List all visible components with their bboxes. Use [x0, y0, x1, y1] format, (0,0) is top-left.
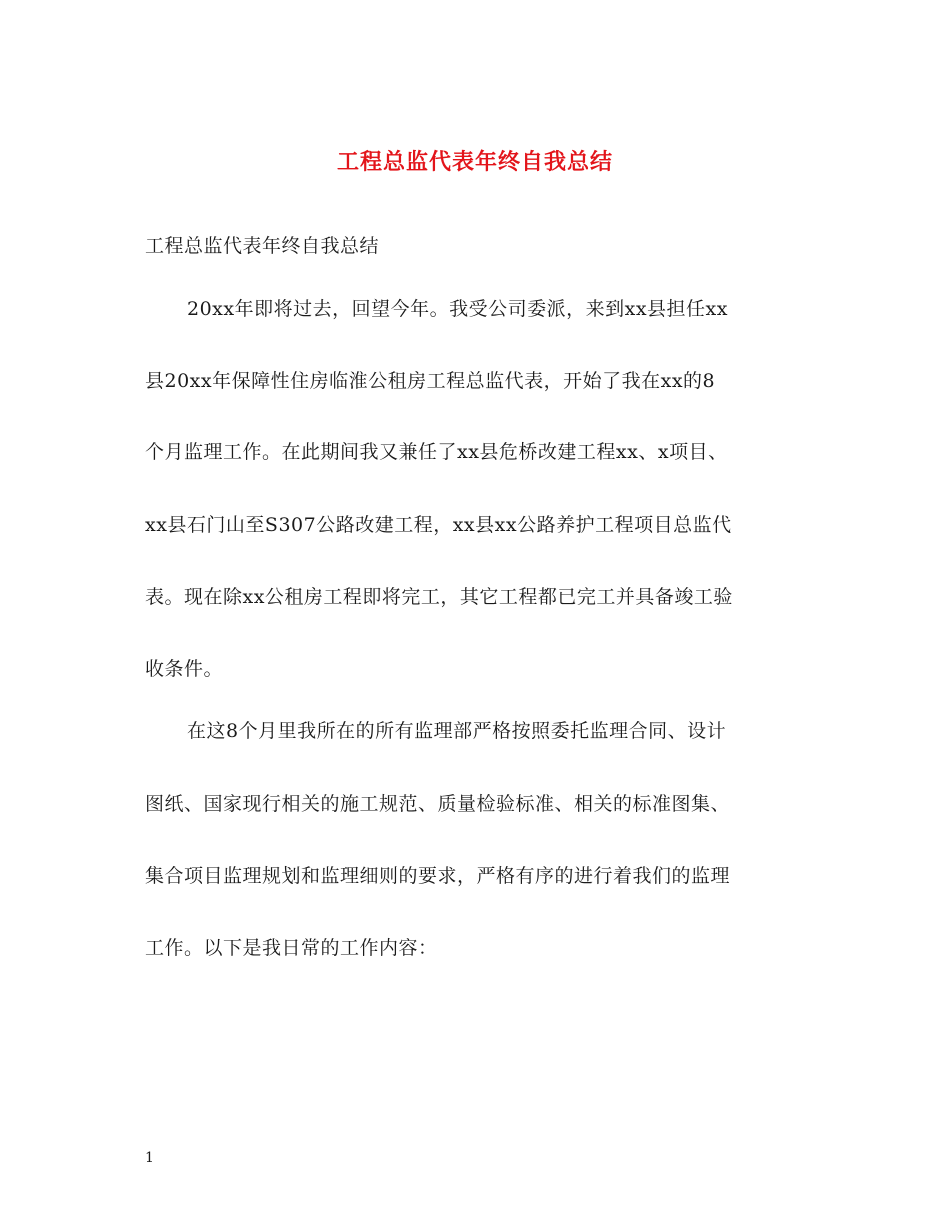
paragraph-line: 个月监理工作。在此期间我又兼任了xx县危桥改建工程xx、x项目、 [145, 441, 728, 463]
paragraph-line: 20xx年即将过去，回望今年。我受公司委派，来到xx县担任xx [187, 298, 728, 320]
document-title: 工程总监代表年终自我总结 [336, 149, 613, 175]
paragraph-line: xx县石门山至S307公路改建工程，xx县xx公路养护工程项目总监代 [145, 514, 732, 536]
paragraph-line: 表。现在除xx公租房工程即将完工，其它工程都已完工并具备竣工验 [145, 586, 733, 608]
paragraph-line: 在这8个月里我所在的所有监理部严格按照委托监理合同、设计 [187, 720, 727, 742]
paragraph-line: 县20xx年保障性住房临淮公租房工程总监代表，开始了我在xx的8 [145, 370, 716, 392]
paragraph-line: 图纸、国家现行相关的施工规范、质量检验标准、相关的标准图集、 [145, 793, 731, 815]
paragraph-line: 收条件。 [145, 658, 224, 680]
paragraph-line: 工作。以下是我日常的工作内容： [145, 937, 438, 959]
document-subtitle: 工程总监代表年终自我总结 [145, 235, 380, 257]
paragraph-line: 集合项目监理规划和监理细则的要求，严格有序的进行着我们的监理 [145, 865, 731, 887]
page-number: 1 [145, 1150, 154, 1166]
